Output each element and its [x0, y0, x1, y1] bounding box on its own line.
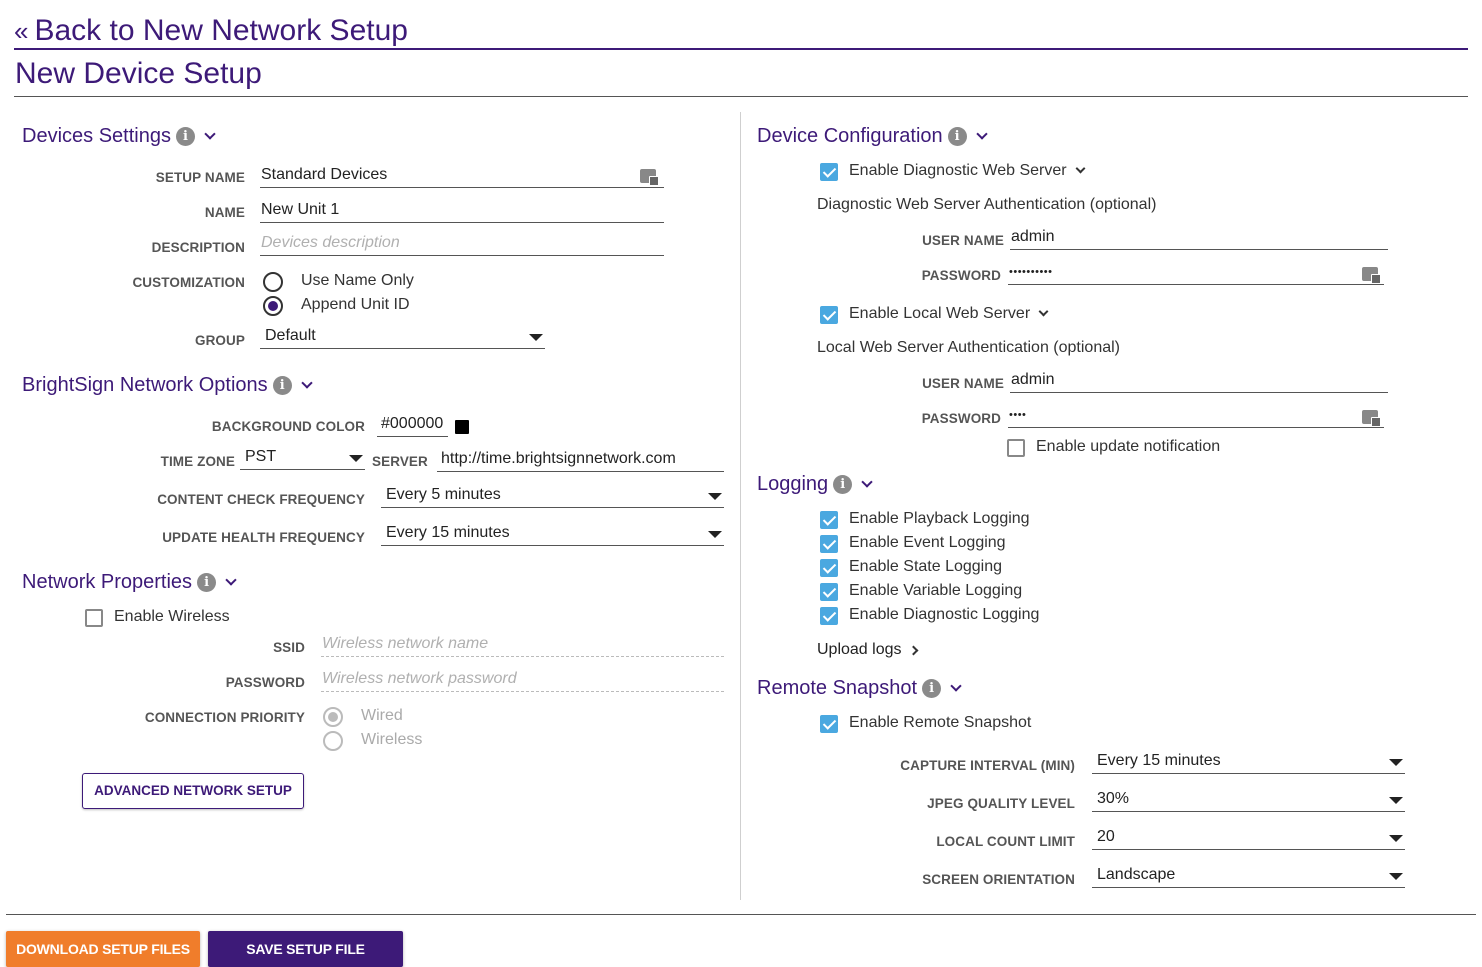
enable-local-server-label: Enable Local Web Server	[849, 305, 1031, 322]
enable-diagnostic-server-toggle[interactable]	[849, 162, 1084, 180]
diag-password-input[interactable]	[1008, 261, 1384, 285]
enable-update-notification-label: Enable update notification	[1036, 438, 1221, 455]
use-name-only-label: Use Name Only	[301, 272, 414, 289]
capture-interval-value: Every 15 minutes	[1097, 752, 1221, 769]
dropdown-arrow-icon	[708, 531, 722, 538]
enable-diagnostic-server-checkbox[interactable]	[820, 163, 838, 181]
diagnostic-logging-label: Enable Diagnostic Logging	[849, 606, 1040, 623]
wireless-password-input[interactable]	[321, 668, 724, 692]
enable-local-server-checkbox[interactable]	[820, 306, 838, 324]
connection-priority-label: CONNECTION PRIORITY	[144, 710, 305, 725]
local-password-input[interactable]	[1008, 404, 1384, 428]
local-user-name-value: admin	[1011, 371, 1055, 388]
radio-wired[interactable]	[323, 707, 343, 727]
ssid-label: SSID	[273, 640, 305, 655]
column-divider	[740, 112, 741, 900]
double-chevron-left-icon: «	[14, 16, 29, 46]
section-title: Devices Settings	[22, 124, 171, 147]
local-user-name-input[interactable]	[1010, 369, 1388, 393]
local-count-select[interactable]	[1092, 826, 1405, 850]
upload-logs-link[interactable]	[817, 641, 917, 659]
dropdown-arrow-icon	[708, 493, 722, 500]
radio-append-unit-id[interactable]	[263, 296, 283, 316]
chevron-down-icon[interactable]	[225, 574, 236, 585]
append-unit-id-label: Append Unit ID	[301, 296, 410, 313]
local-user-name-label: USER NAME	[922, 376, 1004, 391]
playback-logging-checkbox[interactable]	[820, 511, 838, 529]
background-color-input[interactable]	[377, 413, 448, 437]
jpeg-quality-label: JPEG QUALITY LEVEL	[927, 796, 1075, 811]
event-logging-checkbox[interactable]	[820, 535, 838, 553]
diag-password-value: ••••••••••	[1009, 266, 1053, 278]
chevron-right-icon	[908, 645, 918, 655]
variable-logging-checkbox[interactable]	[820, 583, 838, 601]
group-value: Default	[265, 327, 316, 344]
remote-snapshot-header[interactable]	[757, 676, 960, 700]
chevron-down-icon[interactable]	[976, 128, 987, 139]
description-label: DESCRIPTION	[151, 240, 245, 255]
diag-user-name-value: admin	[1011, 228, 1055, 245]
info-icon[interactable]: i	[948, 127, 967, 146]
section-title: Remote Snapshot	[757, 676, 918, 699]
customization-label: CUSTOMIZATION	[132, 275, 245, 290]
info-icon[interactable]: i	[197, 573, 216, 592]
chevron-down-icon[interactable]	[1039, 307, 1049, 317]
name-input[interactable]	[260, 199, 664, 223]
device-configuration-header[interactable]	[757, 124, 986, 148]
local-count-value: 20	[1097, 828, 1115, 845]
section-title: Device Configuration	[757, 124, 943, 147]
section-title: Logging	[757, 472, 829, 495]
chevron-down-icon[interactable]	[1075, 164, 1085, 174]
state-logging-checkbox[interactable]	[820, 559, 838, 577]
enable-remote-snapshot-checkbox[interactable]	[820, 715, 838, 733]
wireless-password-label: PASSWORD	[225, 675, 305, 690]
enable-diagnostic-server-label: Enable Diagnostic Web Server	[849, 162, 1067, 179]
logging-header[interactable]	[757, 472, 871, 496]
color-swatch[interactable]	[455, 420, 469, 434]
group-label: GROUP	[194, 333, 245, 348]
screen-orientation-value: Landscape	[1097, 866, 1176, 883]
group-select[interactable]	[260, 325, 545, 349]
password-manager-icon[interactable]	[640, 169, 656, 183]
enable-wireless-label: Enable Wireless	[114, 608, 230, 625]
screen-orientation-label: SCREEN ORIENTATION	[922, 872, 1075, 887]
local-count-label: LOCAL COUNT LIMIT	[936, 834, 1075, 849]
time-zone-label: TIME ZONE	[160, 454, 235, 469]
password-manager-icon[interactable]	[1362, 410, 1378, 424]
back-link-label: Back to New Network Setup	[34, 14, 408, 47]
upload-logs-label: Upload logs	[817, 641, 902, 658]
dropdown-arrow-icon	[1389, 835, 1403, 842]
wireless-password-field[interactable]	[322, 668, 724, 690]
info-icon[interactable]: i	[273, 376, 292, 395]
diag-user-name-label: USER NAME	[922, 233, 1004, 248]
update-health-label: UPDATE HEALTH FREQUENCY	[162, 530, 365, 545]
event-logging-label: Enable Event Logging	[849, 534, 1006, 551]
content-check-select[interactable]	[381, 484, 724, 508]
enable-local-server-toggle[interactable]	[849, 305, 1047, 323]
diag-user-name-input[interactable]	[1010, 226, 1388, 250]
chevron-down-icon[interactable]	[204, 128, 215, 139]
save-setup-file-button[interactable]: SAVE SETUP FILE	[208, 931, 403, 967]
local-password-label: PASSWORD	[921, 411, 1001, 426]
header-divider	[14, 48, 1468, 50]
chevron-down-icon[interactable]	[950, 680, 961, 691]
dropdown-arrow-icon	[1389, 797, 1403, 804]
footer-divider	[6, 914, 1476, 915]
setup-name-input[interactable]	[260, 164, 664, 188]
enable-update-notification-checkbox[interactable]	[1007, 439, 1025, 457]
background-color-value: #000000	[381, 415, 444, 432]
jpeg-quality-value: 30%	[1097, 790, 1130, 807]
download-setup-files-button[interactable]: DOWNLOAD SETUP FILES	[6, 931, 200, 967]
server-label: SERVER	[372, 454, 428, 469]
radio-use-name-only[interactable]	[263, 272, 283, 292]
advanced-network-setup-button[interactable]: ADVANCED NETWORK SETUP	[82, 773, 304, 809]
diag-password-label: PASSWORD	[921, 268, 1001, 283]
enable-remote-snapshot-label: Enable Remote Snapshot	[849, 714, 1032, 731]
info-icon[interactable]: i	[176, 127, 195, 146]
dropdown-arrow-icon	[529, 334, 543, 341]
section-title: Network Properties	[22, 570, 193, 593]
capture-interval-select[interactable]	[1092, 750, 1405, 774]
name-value: New Unit 1	[261, 201, 340, 218]
variable-logging-label: Enable Variable Logging	[849, 582, 1023, 599]
network-options-header[interactable]	[22, 373, 311, 397]
info-icon[interactable]: i	[922, 679, 941, 698]
dropdown-arrow-icon	[1389, 873, 1403, 880]
description-input[interactable]	[260, 232, 664, 256]
background-color-label: BACKGROUND COLOR	[211, 419, 365, 434]
wireless-label: Wireless	[361, 731, 423, 748]
name-label: NAME	[204, 205, 245, 220]
back-to-network-setup-link[interactable]	[14, 14, 408, 48]
description-field[interactable]	[261, 232, 664, 254]
chevron-down-icon[interactable]	[301, 377, 312, 388]
network-properties-header[interactable]	[22, 570, 235, 594]
jpeg-quality-select[interactable]	[1092, 788, 1405, 812]
local-auth-label: Local Web Server Authentication (optional)	[817, 339, 1120, 356]
page-title: New Device Setup	[15, 57, 262, 90]
setup-name-value: Standard Devices	[261, 166, 388, 183]
info-icon[interactable]: i	[833, 475, 852, 494]
local-password-value: ••••	[1009, 409, 1027, 421]
state-logging-label: Enable State Logging	[849, 558, 1003, 575]
ssid-input[interactable]	[321, 633, 724, 657]
content-check-label: CONTENT CHECK FREQUENCY	[157, 492, 365, 507]
dropdown-arrow-icon	[349, 455, 363, 462]
screen-orientation-select[interactable]	[1092, 864, 1405, 888]
enable-wireless-checkbox[interactable]	[85, 609, 103, 627]
password-manager-icon[interactable]	[1362, 267, 1378, 281]
update-health-value: Every 15 minutes	[386, 524, 510, 541]
wired-label: Wired	[361, 707, 403, 724]
server-input[interactable]	[437, 448, 724, 472]
title-divider	[14, 96, 1468, 97]
diagnostic-logging-checkbox[interactable]	[820, 607, 838, 625]
server-value: http://time.brightsignnetwork.com	[441, 450, 676, 467]
devices-settings-header[interactable]	[22, 124, 214, 148]
content-check-value: Every 5 minutes	[386, 486, 501, 503]
section-title: BrightSign Network Options	[22, 373, 268, 396]
time-zone-select[interactable]	[240, 446, 365, 470]
chevron-down-icon[interactable]	[862, 476, 873, 487]
capture-interval-label: CAPTURE INTERVAL (MIN)	[900, 758, 1075, 773]
dropdown-arrow-icon	[1389, 759, 1403, 766]
time-zone-value: PST	[245, 448, 277, 465]
radio-wireless[interactable]	[323, 731, 343, 751]
diag-auth-label: Diagnostic Web Server Authentication (optional)	[817, 196, 1157, 213]
setup-name-label: SETUP NAME	[155, 170, 245, 185]
playback-logging-label: Enable Playback Logging	[849, 510, 1030, 527]
ssid-field[interactable]	[322, 633, 724, 655]
update-health-select[interactable]	[381, 522, 724, 546]
